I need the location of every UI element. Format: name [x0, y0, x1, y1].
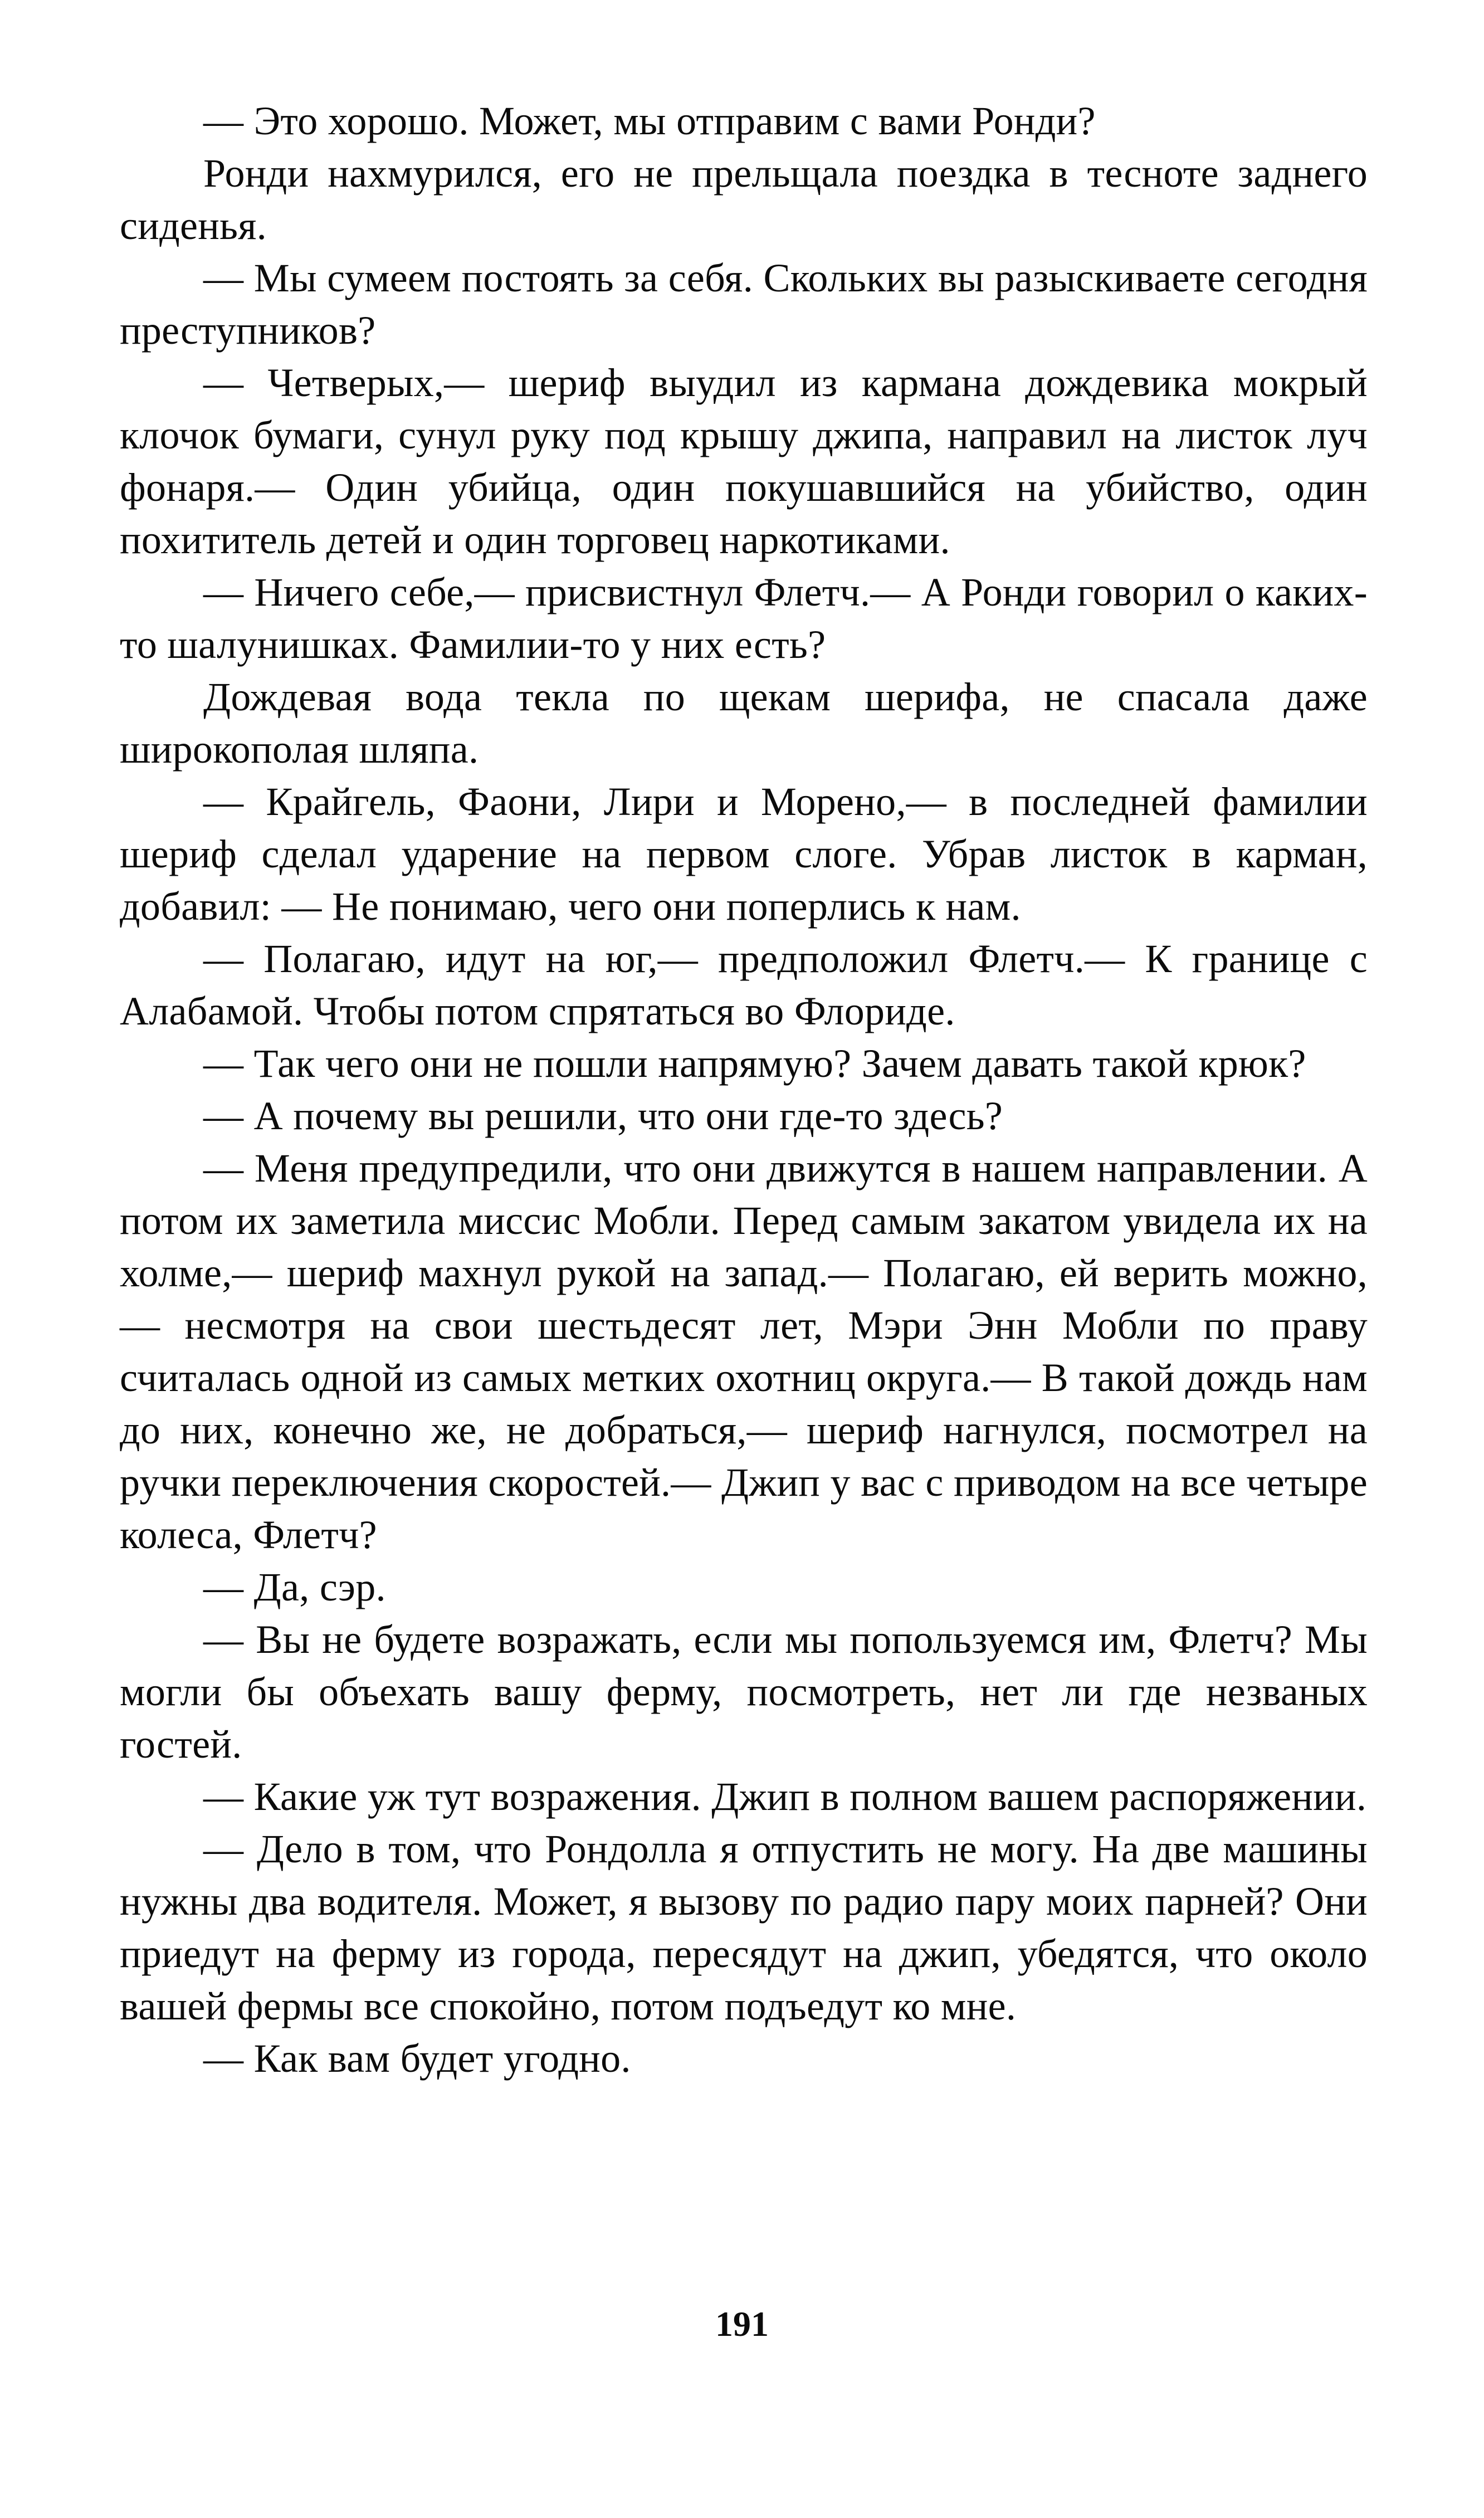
paragraph: — А почему вы решили, что они где-то здесь? [203, 1094, 1003, 1138]
paragraph: — Это хорошо. Может, мы отправим с вами Ронди? [203, 99, 1096, 143]
paragraph: — Ничего себе,— присвистнул Флетч.— А Ронди говорил о каких-то шалунишках. Фамилии-то у них есть? [120, 570, 1368, 667]
paragraph: — Какие уж тут возражения. Джип в полном вашем распоряжении. [203, 1774, 1367, 1819]
paragraph: Ронди нахмурился, его не прельщала поездка в тесноте заднего сиденья. [120, 151, 1368, 248]
paragraph: — Мы сумеем постоять за себя. Скольких вы разыскиваете сегодня преступников? [120, 256, 1368, 353]
paragraph: — Четверых,— шериф выудил из кармана дождевика мокрый клочок бумаги, сунул руку под крышу джипа, направил на листок луч фонаря.— Один убийца, один покушавшийся на убийство, один похититель детей и один торговец наркотиками. [120, 360, 1368, 562]
paragraph: — Меня предупредили, что они движутся в нашем направлении. А потом их заметила миссис Мобли. Перед самым закатом увидела их на холме,— шериф махнул рукой на запад.— Полагаю, ей верить можно,— несмотря на свои шестьдесят лет, Мэри Энн Мобли по праву считалась одной из самых метких охотниц округа.— В такой дождь нам до них, конечно же, не добраться,— шериф нагнулся, посмотрел на ручки переключения скоростей.— Джип у вас с приводом на все четыре колеса, Флетч? [120, 1146, 1368, 1557]
paragraph: — Полагаю, идут на юг,— предположил Флетч.— К границе с Алабамой. Чтобы потом спрятаться во Флориде. [120, 936, 1368, 1033]
paragraph: — Как вам будет угодно. [203, 2036, 631, 2081]
paragraph: Дождевая вода текла по щекам шерифа, не спасала даже широкополая шляпа. [120, 675, 1368, 772]
page-number: 191 [715, 2304, 769, 2344]
paragraph: — Крайгель, Фаони, Лири и Морено,— в последней фамилии шериф сделал ударение на первом слоге. Убрав листок в карман, добавил: — Не понимаю, чего они поперлись к нам. [120, 779, 1368, 929]
paragraph: — Вы не будете возражать, если мы попользуемся им, Флетч? Мы могли бы объехать вашу ферму, посмотреть, нет ли где незваных гостей. [120, 1617, 1368, 1766]
paragraph: — Так чего они не пошли напрямую? Зачем давать такой крюк? [203, 1041, 1306, 1086]
paragraph: — Да, сэр. [203, 1565, 386, 1609]
paragraph: — Дело в том, что Рондолла я отпустить не могу. На две машины нужны два водителя. Может, я вызову по радио пару моих парней? Они приедут на ферму из города, пересядут на джип, убедятся, что около вашей фермы все спокойно, потом подъедут ко мне. [120, 1827, 1368, 2028]
page-text [120, 95, 1368, 2085]
